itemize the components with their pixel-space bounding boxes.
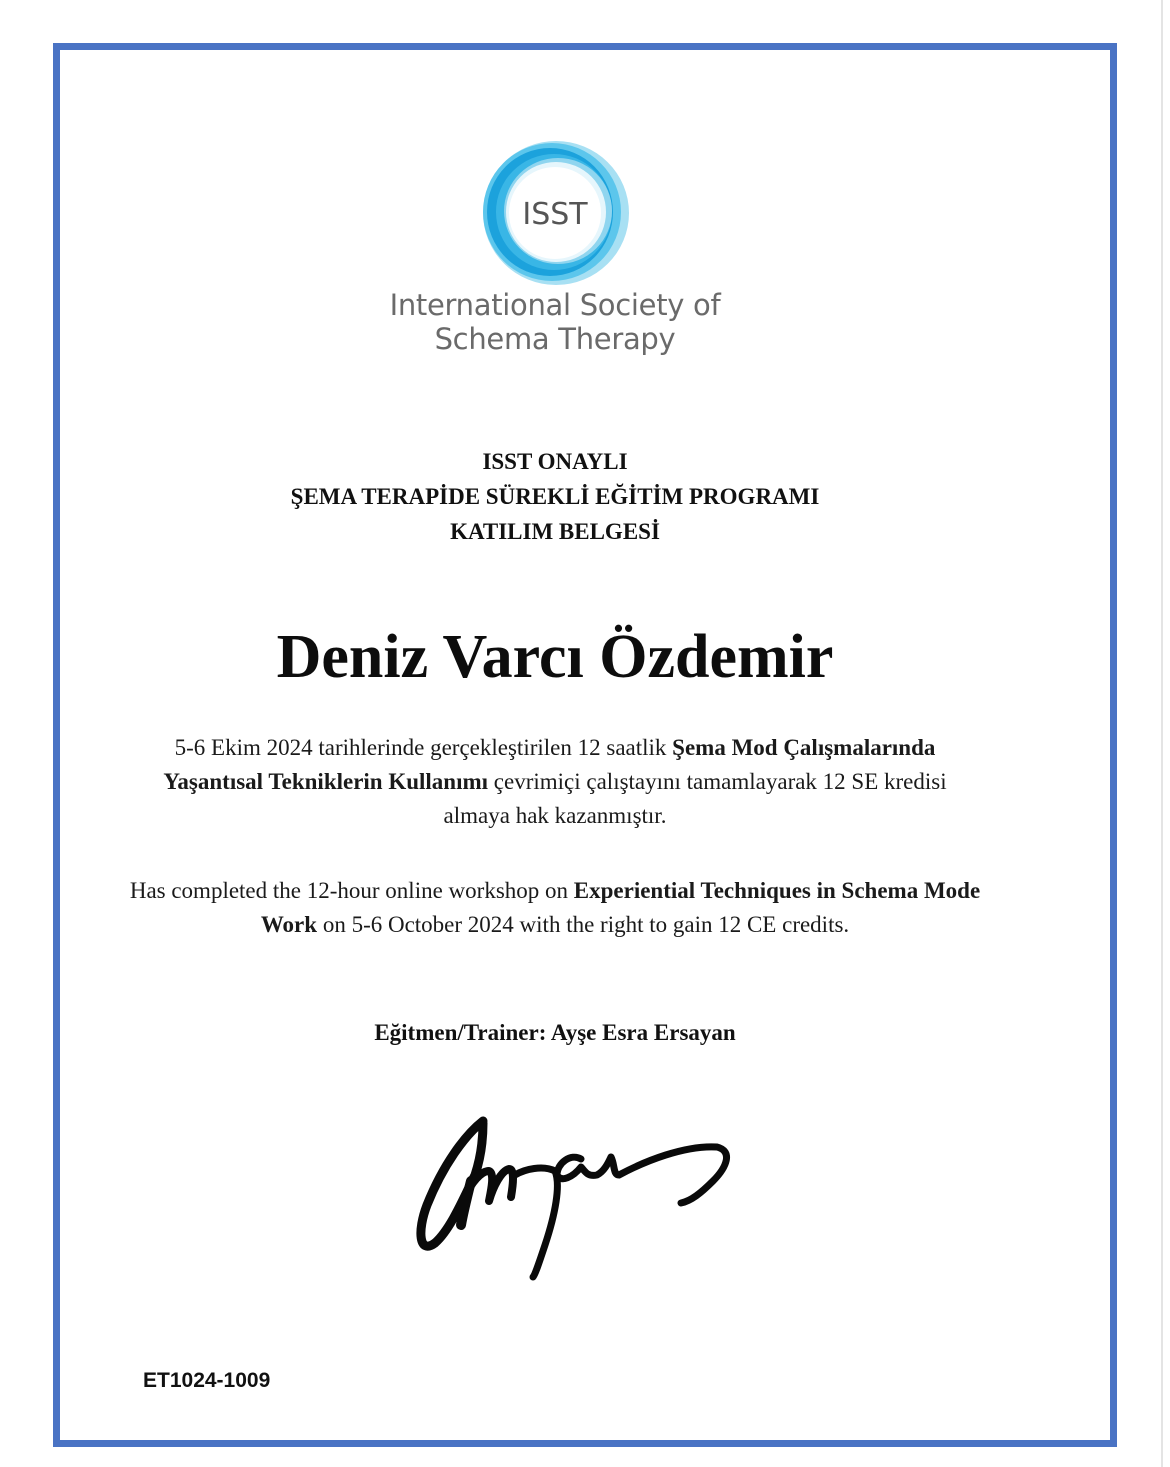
recipient-name: Deniz Varcı Özdemir xyxy=(276,623,834,691)
certificate-id: ET1024-1009 xyxy=(143,1369,271,1392)
trainer-label: Eğitmen/Trainer: Ayşe Esra Ersayan xyxy=(374,1020,736,1045)
organization-name-line2: Schema Therapy xyxy=(434,322,676,356)
body-en-part1: Has completed the 12-hour online workshop on xyxy=(129,878,574,903)
body-text-turkish xyxy=(130,731,980,833)
heading-line3: KATILIM BELGESİ xyxy=(450,519,660,544)
heading-line1: ISST ONAYLI xyxy=(482,449,628,474)
heading-line2: ŞEMA TERAPİDE SÜREKLİ EĞİTİM PROGRAMI xyxy=(290,484,820,509)
page-edge-divider xyxy=(1161,0,1163,1467)
body-tr-part1: 5-6 Ekim 2024 tarihlerinde gerçekleştirilen 12 saatlik xyxy=(174,735,673,760)
handwritten-signature-icon xyxy=(405,1105,745,1285)
organization-name xyxy=(300,288,810,356)
logo-acronym: ISST xyxy=(522,197,588,232)
organization-name-line1: International Society of xyxy=(389,288,721,322)
body-tr-part2: çevrimiçi çalıştayını tamamlayarak 12 SE kredisi almaya hak kazanmıştır. xyxy=(443,769,947,828)
body-en-workshop-title: Experiential Techniques in Schema Mode Work xyxy=(260,878,981,937)
isst-ring-logo-icon xyxy=(480,140,630,286)
body-en-part2: on 5-6 October 2024 with the right to gain 12 CE credits. xyxy=(317,912,850,937)
certificate-heading xyxy=(100,444,1010,549)
body-text-english xyxy=(125,874,985,942)
body-tr-workshop-title: Şema Mod Çalışmalarında Yaşantısal Tekniklerin Kullanımı xyxy=(163,735,936,794)
